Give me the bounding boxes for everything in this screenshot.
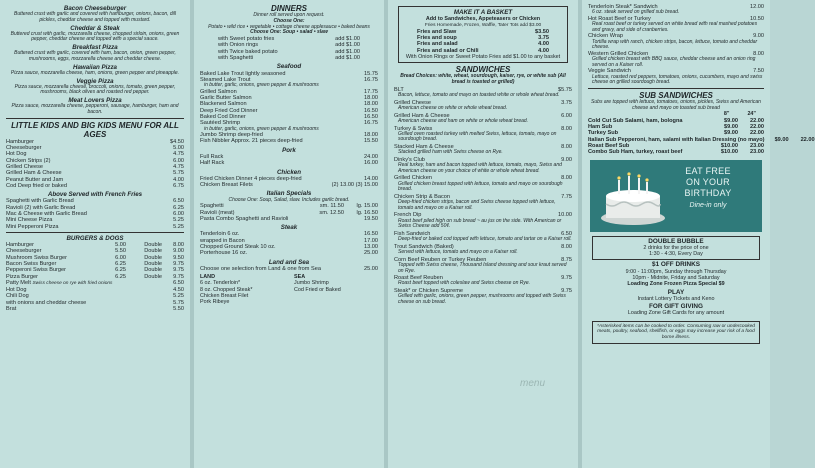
item-desc: Grilled with garlic, onions, green pepper, mushrooms and topped with Swiss cheese on sub bread. [398, 293, 566, 305]
item-price: $5.75 [558, 86, 572, 93]
item-price: 8.00 [561, 125, 572, 132]
item-price: 9.75 [561, 275, 572, 282]
kids-list [6, 139, 184, 189]
sea-item: Cod Fried or Baked [294, 286, 341, 293]
item-desc: Real turkey, ham and bacon topped with lettuce, tomato, mayo, Swiss and American cheese on your choice of white or whole wheat bread. [398, 162, 562, 174]
item-price: 17.00 [364, 237, 378, 244]
item-name: Mini Cheese Pizza [6, 217, 53, 224]
item-price: $4.50 [170, 138, 184, 145]
pizza-list [6, 5, 184, 116]
pizza-name: Cheddar & Steak [70, 24, 120, 32]
burger-d: Double [144, 248, 162, 255]
item-price: 8.00 [561, 243, 572, 250]
menu-item [218, 55, 360, 61]
item-price: 24.00 [364, 153, 378, 160]
item-price: 4.00 [538, 47, 549, 54]
burger-n: Pizza Burger [6, 273, 39, 280]
drinks-line-3: Loading Zone Frozen Pizza Special $9 [627, 281, 725, 288]
pizza-desc: Buttered crust with garlic and covered with hamburger, onions, bacon, dill pickles, cheddar cheese and topped with mustard. [13, 11, 177, 23]
italian-l: 19.50 [364, 215, 378, 222]
item-price: $3.50 [535, 28, 549, 35]
item-name: Sautéed Shrimp [200, 120, 241, 127]
pizza-desc: Pizza sauce, mozzarella cheese, pepperoni, sausage, hamburger, ham and bacon. [11, 103, 179, 115]
item-desc: Real roast beef or turkey served on white bread with real mashed potatoes and gravy, and side of cranberries. [592, 21, 758, 33]
item-name: Chicken Wrap [588, 33, 624, 40]
panel-subs-specials [582, 0, 815, 468]
item-name: Chicken Breast Filets [200, 182, 253, 189]
pork-title: Pork [282, 146, 296, 154]
item-price: add $1.00 [335, 48, 360, 55]
burger-dp: 9.75 [173, 273, 184, 280]
item-name: Fried Chicken Dinner 4 pieces deep-fried [200, 175, 302, 182]
item-price: 4.75 [173, 163, 184, 170]
italian-l: lg. 15.00 [356, 203, 378, 210]
item-name: Garlic Butter Salmon [200, 95, 252, 102]
burger-d: Double [144, 267, 162, 274]
item-desc: American cheese on white or whole wheat bread. [398, 105, 508, 112]
item-name: Fries and soup [417, 35, 457, 42]
sub-a: $10.00 [720, 142, 738, 149]
item-desc: Deep-fried or baked cod topped with lettuce, tomato and tartar on a Kaiser roll. [398, 236, 572, 243]
item-price: 6.00 [173, 210, 184, 217]
item-name: Spaghetti with Garlic Bread [6, 198, 74, 205]
item-price: 6.00 [561, 112, 572, 119]
item-price: 7.75 [561, 193, 572, 200]
item-name: Steak* or Chicken Supreme [394, 288, 464, 295]
pizza-desc: Buttered crust with garlic, covered with ham, bacon, onion, green pepper, mushrooms, eggs, mozzarella cheese and cheddar cheese. [14, 50, 176, 62]
item-name: Corn Beef Reuben or Turkey Reuben [394, 256, 487, 263]
burger-n: Pepperoni Swiss Burger [6, 267, 67, 274]
item-name: Cod Deep fried or baked [6, 182, 67, 189]
birthday-text [660, 166, 756, 211]
item-name: Grilled Salmon [200, 88, 237, 95]
item-price: 9.75 [561, 288, 572, 295]
item-name: Grilled Cheese [394, 99, 431, 106]
divider [6, 118, 184, 119]
pizza-name: Bacon Cheeseburger [63, 5, 127, 12]
item-name: French Dip [394, 212, 422, 219]
item-price: 16.00 [364, 160, 378, 167]
item-price: 16.50 [364, 107, 378, 114]
item-name: Grilled Cheese [6, 163, 43, 170]
item-name: Fish Sandwich [394, 230, 431, 237]
pork-list [200, 154, 378, 167]
land-heading: LAND [200, 274, 215, 281]
item-desc: 6 oz. steak served on grilled sub bread. [592, 9, 680, 16]
italian-n: Pasta Combo Spaghetti and Ravioli [200, 215, 289, 222]
bday-line-3: BIRTHDAY [684, 187, 732, 198]
item-price: 14.00 [364, 175, 378, 182]
item-desc: in butter, garlic, onions, green pepper & mushrooms [204, 82, 319, 89]
item-name: with onions and cheddar cheese [6, 299, 87, 306]
burgers-list [6, 242, 184, 280]
item-price: 6.50 [561, 230, 572, 237]
item-name: Fish Nibbler Approx. 21 pieces deep-fried [200, 138, 303, 145]
item-price: 5.25 [173, 217, 184, 224]
pizza-desc: Buttered crust with garlic, mozzarella cheese, chopped sirloin, onions, green pepper, cheddar cheese and topped with a special sauce. [10, 30, 180, 43]
panel-dinners [194, 0, 384, 468]
basket-box [398, 6, 568, 63]
item-price: 6.50 [173, 198, 184, 205]
item-name: Western Grilled Chicken [588, 50, 649, 57]
burger-d: Double [144, 260, 162, 267]
item-name: BLT [394, 86, 404, 93]
birthday-cake-icon [598, 170, 668, 226]
menu-item [200, 250, 378, 256]
dogs-list [6, 287, 184, 312]
dinners-intro: Dinner roll served upon request. [253, 12, 325, 18]
sub-n: Combo Sub Ham, turkey, roast beef [588, 149, 683, 156]
panel-pizzas-kids [0, 0, 190, 468]
menu-item [200, 182, 378, 188]
item-price: 5.25 [173, 293, 184, 300]
basket-note: With Onion Rings or Sweet Potato Fries add $1.00 to any basket [405, 53, 561, 60]
choose-one-label: Choose One: [273, 17, 305, 24]
kids-pasta-list [6, 198, 184, 229]
menu-item [200, 216, 378, 222]
play-line: Instant Lottery Tickets and Keno [637, 295, 715, 302]
burger-n: Bacon Swiss Burger [6, 260, 57, 267]
italian-s: sm. 11.50 [319, 203, 344, 210]
pizza-name: Breakfast Pizza [72, 44, 118, 52]
item-price: 4.50 [173, 287, 184, 294]
item-price: 16.50 [364, 231, 378, 238]
double-bubble-hours: 1:30 - 4:30, Every Day [649, 251, 703, 258]
burger-dp: 9.00 [173, 248, 184, 255]
italian-title: Italian Specials [266, 190, 312, 198]
land-item: 6 oz. Tenderloin* [200, 280, 241, 287]
item-name: Chicken Strips (2) [6, 157, 51, 164]
item-name: Fries and salad or Chili [417, 47, 479, 54]
double-bubble-line: 2 drinks for the price of one [643, 244, 709, 251]
item-desc: in butter, garlic, onions, green pepper & mushrooms [204, 125, 319, 132]
item-name: Hot Dog [6, 151, 27, 158]
item-price: 8.00 [561, 175, 572, 182]
item-desc: American cheese and ham on white or whole wheat bread. [398, 117, 529, 124]
sides-list: Potato • wild rice • vegetable • cottage cheese applesauce • baked beans [208, 23, 370, 30]
item-name: Trout Sandwich (Baked) [394, 243, 454, 250]
subs-intro: Subs are topped with lettuce, tomatoes, onions, pickles, Swiss and American cheese and mayo on toasted sub bread [591, 98, 761, 111]
sea-heading: SEA [294, 274, 306, 281]
item-name: Brat [6, 306, 17, 312]
item-price: 7.50 [753, 68, 764, 75]
burger-n: Mushroom Swiss Burger [6, 254, 67, 261]
item-price: 10.00 [558, 212, 572, 219]
item-name: with Sweet potato fries [218, 36, 275, 43]
item-name: Dinky's Club [394, 156, 425, 163]
burger-s: 5.00 [115, 242, 126, 249]
play-title: PLAY [667, 288, 685, 296]
drinks-line-2: 10pm - Midnite, Friday and Saturday [632, 274, 720, 281]
item-price: add $1.00 [335, 55, 360, 62]
item-price: 4.00 [538, 41, 549, 48]
basket-list [403, 29, 563, 54]
item-name: Hamburger [6, 138, 34, 145]
burger-n: Cheeseburger [6, 248, 42, 255]
item-name: Half Rack [200, 160, 225, 167]
menu-item [6, 306, 184, 312]
item-price: 9.00 [561, 156, 572, 163]
item-price: 6.00 [173, 157, 184, 164]
sub-n: Turkey Sub [588, 130, 619, 137]
item-price: (2) 13.00 (3) 15.00 [331, 182, 378, 189]
sub-n: Cold Cut Sub Salami, ham, bologna [588, 117, 683, 124]
gift-title: FOR GIFT GIVING [649, 303, 703, 311]
item-desc: Roast beef topped with coleslaw and Swiss cheese on Rye. [398, 280, 531, 287]
double-bubble-title: DOUBLE BUBBLE [648, 237, 704, 245]
sub-a: $9.00 [774, 136, 789, 143]
item-name: Stacked Ham & Cheese [394, 144, 454, 151]
sub-b: 22.00 [750, 124, 764, 131]
item-name: Chopped Ground Steak 10 oz. [200, 244, 276, 251]
item-desc: Deep-fried chicken strips, bacon and Swiss cheese topped with lettuce, tomato and mayo on a Kaiser roll. [398, 199, 556, 211]
steak-title: Steak [280, 224, 298, 232]
burgers-title: BURGERS & DOGS [66, 234, 124, 242]
burger-dp: 8.00 [173, 242, 184, 249]
divider [6, 232, 184, 233]
burger-dp: 9.50 [173, 254, 184, 261]
item-name: Deep Fried Cod Dinner [200, 107, 258, 114]
sub-n: Roast Beef Sub [588, 142, 630, 149]
birthday-banner [590, 160, 762, 232]
italian-n: Ravioli (meat) [200, 209, 235, 216]
kids-menu-title: LITTLE KIDS AND BIG KIDS MENU FOR ALL AGES [11, 120, 179, 139]
item-name: Ravioli (2) with Garlic Bread [6, 204, 76, 211]
gift-line: Loading Zone Gift Cards for any amount [627, 310, 725, 317]
item-desc: Roast beef piled high on sub bread ~ au jus on the side. With American or Swiss Cheese add 50¢. [398, 217, 562, 230]
italian-s [304, 216, 344, 222]
item-price: 6.25 [173, 204, 184, 211]
basket-title: MAKE IT A BASKET [453, 9, 513, 16]
item-price: 8.00 [561, 144, 572, 151]
basket-sub2: Fries Homemade, Frozen, Waffle, Tater Tots add $3.00 [424, 22, 542, 28]
land-item: Chicken Breast Filet [200, 293, 249, 299]
item-price: 16.75 [364, 76, 378, 83]
pizza-name: Hawaiian Pizza [72, 63, 118, 71]
sandwich-list [394, 87, 572, 306]
sub-a: $9.00 [724, 124, 738, 131]
steak-list [200, 231, 378, 256]
item-price: 5.50 [173, 306, 184, 312]
burger-d: Double [144, 273, 162, 280]
land-item: 8 oz. Chopped Steak* [200, 286, 253, 293]
sea-item: Jumbo Shrimp [294, 280, 329, 287]
food-safety-disclaimer: *Asterisked items can be cooked to order. Consuming raw or undercooked meats, poultry, seafood, shellfish, or eggs may increase your risk of a food borne illness. [592, 321, 760, 344]
italian-note: Choose One: Soup, Salad, slaw. Includes garlic bread. [228, 196, 350, 203]
item-name: Baked Lake Trout lightly seasoned [200, 70, 286, 77]
italian-list [200, 203, 378, 222]
item-price: add $1.00 [335, 42, 360, 49]
item-price: 18.00 [364, 132, 378, 139]
item-desc: Bacon, lettuce, tomato and mayo on toasted white or whole wheat bread. [398, 92, 560, 99]
menu-item [6, 183, 184, 189]
item-name: Fries and Slaw [417, 28, 457, 35]
burger-d: Double [144, 242, 162, 249]
item-name: Grilled Chicken [394, 175, 432, 182]
item-name: Jumbo Shrimp deep-fried [200, 132, 263, 139]
pizza-desc: Pizza sauce, mozzarella cheese, ham, onions, green pepper and pineapple. [10, 69, 180, 76]
item-name: Hot Dog [6, 287, 27, 294]
item-name: Veggie Sandwich [588, 68, 631, 75]
item-name: Chicken Strip & Bacon [394, 193, 450, 200]
item-price: 4.00 [173, 176, 184, 183]
item-name: Cheeseburger [6, 145, 42, 152]
item-price: 15.75 [364, 70, 378, 77]
menu-item [6, 224, 184, 230]
item-price: 10.50 [750, 15, 764, 22]
menu-item [200, 138, 378, 144]
item-price: 5.00 [173, 145, 184, 152]
sea-column [294, 274, 378, 305]
item-price: 18.00 [364, 101, 378, 108]
sub-n: Italian Sub Pepperoni, ham, salami with Italian Dressing (no mayo) [588, 136, 765, 143]
item-price: 8.75 [561, 256, 572, 263]
item-name: Fries and salad [417, 41, 458, 48]
item-price: 13.00 [364, 244, 378, 251]
watermark-text: menu [520, 378, 546, 389]
item-desc: Tortilla wrap with ranch, chicken strips, bacon, lettuce, tomato and cheddar cheese. [592, 38, 758, 51]
item-price: 6.75 [173, 182, 184, 189]
item-name: Tenderloin 6 oz. [200, 231, 240, 238]
item-desc: Lettuce, roasted red peppers, tomatoes, onions, cucumbers, mayo and swiss cheese on grilled sourdough bread. [592, 73, 763, 86]
item-desc: Served with lettuce, tomato and mayo on a Kaiser roll. [398, 249, 518, 256]
land-item: Pork Ribeye [200, 299, 230, 306]
item-desc: Stacked grilled ham with Swiss cheese on Rye. [398, 149, 503, 156]
item-name: Turkey & Swiss [394, 125, 433, 132]
burger-s: 6.25 [115, 267, 126, 274]
item-desc: Grilled chicken breast with BBQ sauce, cheddar cheese and an onion ring served on a Kaiser roll. [592, 56, 756, 68]
burger-s: 5.50 [115, 248, 126, 255]
menu-item [200, 160, 378, 166]
chicken-title: Chicken [276, 168, 302, 176]
item-price: 5.75 [173, 299, 184, 306]
burger-n: Hamburger [6, 242, 34, 249]
item-name: Mac & Cheese with Garlic Bread [6, 210, 87, 217]
sub-a: $9.00 [724, 117, 738, 124]
item-name: Hot Roast Beef or Turkey [588, 15, 651, 22]
item-price: 15.50 [364, 138, 378, 145]
item-name: Tenderloin Steak* Sandwich [588, 4, 658, 10]
landsea-columns [200, 274, 378, 305]
sandwiches-intro: Bread Choices: white, wheat, sourdough, kaiser, rye, or white sub (All bread is toasted or grilled) [400, 73, 566, 86]
item-price: 25.00 [364, 250, 378, 257]
seafood-title: Seafood [276, 63, 302, 71]
burger-d: Double [144, 254, 162, 261]
upgrade-list [200, 36, 378, 61]
item-name: Grilled Ham & Cheese [6, 170, 62, 177]
item-name: Steamed Lake Trout [200, 76, 251, 83]
drinks-line-1: 9:00 - 11:00pm, Sunday through Thursday [625, 268, 727, 275]
landsea-note: Choose one selection from Land & one from Sea 25.00 [200, 265, 378, 272]
bday-line-4: Dine-in only [689, 201, 727, 209]
double-bubble-box [592, 236, 760, 261]
item-name: Blackened Salmon [200, 101, 247, 108]
burger-dp: 9.75 [173, 260, 184, 267]
sandwiches-title: SANDWICHES [455, 65, 511, 75]
item-name: Grilled Ham & Cheese [394, 112, 450, 119]
sub-a: $9.00 [724, 130, 738, 137]
basket-sub: Add to Sandwiches, Appeteasers or Chicken [425, 16, 541, 23]
burger-s: 6.25 [115, 260, 126, 267]
item-name: Porterhouse 16 oz. [200, 250, 248, 257]
subs-title: SUB SANDWICHES [639, 90, 713, 100]
sub-n: Ham Sub [588, 124, 613, 131]
dinners-title: DINNERS [270, 4, 307, 13]
item-price: 16.75 [364, 120, 378, 127]
item-price: 3.75 [561, 99, 572, 106]
item-name: Mini Pepperoni Pizza [6, 223, 59, 230]
choose-one-soup: Choose One: Soup • salad • slaw [250, 29, 328, 36]
menu-item: Patty Melt Swiss cheese on rye with fried onions 6.50 [6, 279, 184, 286]
burger-dp: 9.75 [173, 267, 184, 274]
sub-size-header: 8" 24" [723, 111, 756, 118]
pizza-name: Meat Lovers Pizza [68, 97, 122, 105]
sub-b: 23.00 [750, 149, 764, 156]
sub-b: 23.00 [750, 142, 764, 149]
item-name: Roast Beef Reuben [394, 275, 443, 282]
item-price: 16.50 [364, 113, 378, 120]
panel-sandwiches [388, 0, 578, 468]
item-name: with Onion rings [218, 42, 259, 49]
item-name: with Spaghetti [218, 55, 254, 62]
item-desc: Topped with Swiss cheese, Thousand Island dressing and sour kraut served on Rye. [398, 261, 567, 274]
sub-b: 22.00 [750, 130, 764, 137]
item-price: 17.75 [364, 88, 378, 95]
item-name: Full Rack [200, 153, 224, 160]
drinks-title: $1 OFF DRINKS [652, 261, 700, 269]
pizza-desc: Pizza sauce, mozzarella cheese, broccoli, onions, tomato, green pepper, mushrooms, black olives and roasted red pepper. [14, 83, 176, 96]
land-column [200, 274, 284, 305]
italian-n: Spaghetti [200, 203, 224, 210]
burger-s: 6.00 [115, 254, 126, 261]
italian-l: lg. 16.50 [356, 209, 378, 216]
item-price: 4.75 [173, 151, 184, 158]
italian-s: sm. 12.50 [319, 209, 344, 216]
item-price: 5.25 [173, 223, 184, 230]
item-price: add $1.00 [335, 36, 360, 43]
item-price: 18.00 [364, 95, 378, 102]
item-name: with Twice baked potato [218, 48, 278, 55]
sub-b: 22.00 [800, 136, 815, 143]
item-name: Baked Cod Dinner [200, 113, 246, 120]
burger-s: 6.25 [115, 273, 126, 280]
item-price: 8.00 [753, 50, 764, 57]
item-desc: Grilled chicken breast topped with lettuce, tomato and mayo on sourdough bread. [398, 180, 563, 193]
pizza-name: Veggie Pizza [76, 77, 114, 85]
sub-b: 22.00 [750, 117, 764, 124]
chicken-list [200, 176, 378, 189]
item-name: wrapped in Bacon [200, 237, 245, 244]
item-price: 12.00 [750, 4, 764, 10]
item-desc: Grilled oven roasted turkey with melted Swiss, lettuce, tomato, mayo on sourdough bread. [398, 130, 557, 143]
menu-item [588, 149, 764, 155]
sandwich-list [588, 4, 764, 86]
item-price: 3.75 [538, 35, 549, 42]
bday-line-2: ON YOUR [686, 176, 730, 187]
bday-line-1: EAT FREE [685, 165, 731, 176]
item-name: Peanut Butter and Jam [6, 176, 64, 183]
item-price: 9.00 [753, 33, 764, 40]
landsea-title: Land and Sea [268, 258, 310, 266]
fries-note: Above Served with French Fries [47, 191, 143, 199]
seafood-list [200, 71, 378, 145]
subs-list [588, 117, 815, 156]
item-price: 5.75 [173, 170, 184, 177]
divider [588, 88, 764, 89]
item-name: Chili Dog [6, 293, 29, 300]
sub-a: $10.00 [720, 149, 738, 156]
